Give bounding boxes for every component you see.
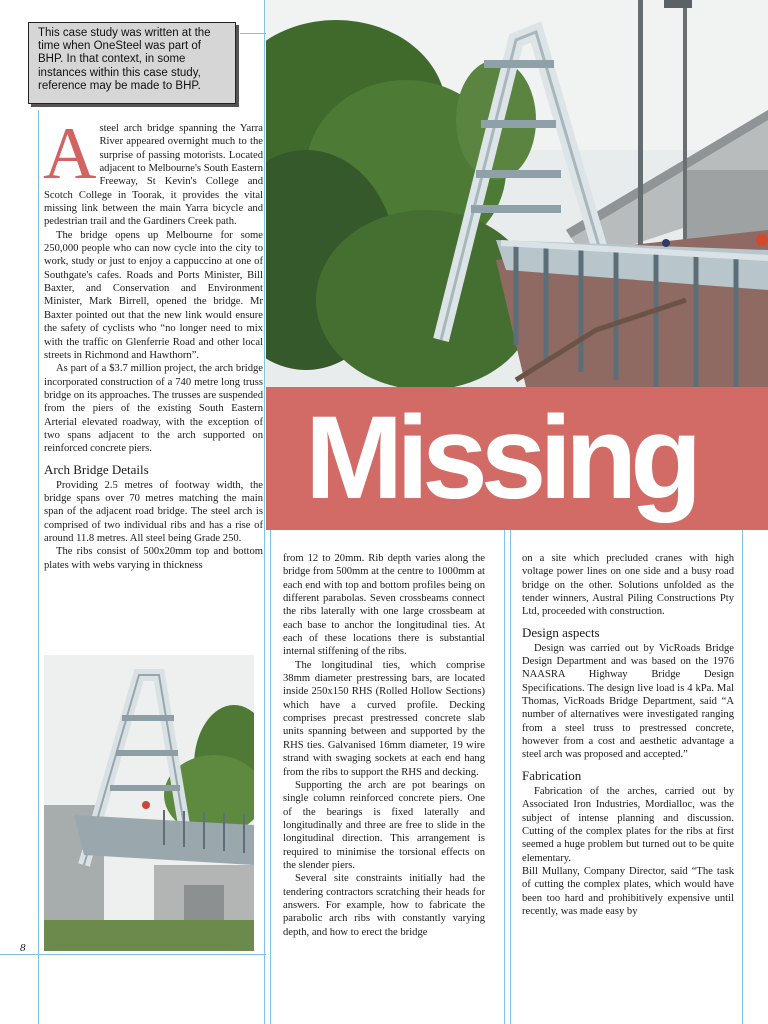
- notice-box: [28, 22, 236, 104]
- column-rule: [510, 530, 511, 1024]
- paragraph: As part of a $3.7 million project, the arch bridge incorporated construction of a 740 metre long truss bridge on its approaches. The trusses are suspended from the piers of the existing South Eastern Arterial elevated roadway, with the exception of two spans adjacent to the arch supported on reinforced concrete piers.: [44, 363, 263, 455]
- column-rule: [742, 530, 743, 1024]
- section-heading: Arch Bridge Details: [44, 461, 149, 477]
- paragraph: The bridge opens up Melbourne for some 250,000 people who can now cycle into the city to work, study or just to enjoy a cappuccino at one of Southgate's cafes. Roads and Ports Minister, Bill Baxter, and Conservation and Environment Minister, Mark Birrell, opened the bridge. Mr Baxter pointed out that the new link would ensure the safety of cyclists who “no longer need to mix with the traffic on Glenferrie Road and other local streets in Richmond and Hawthorn”.: [44, 229, 263, 361]
- column-rule: [264, 0, 265, 1024]
- column-rule: [270, 530, 271, 1024]
- arch-underside-photo: [44, 655, 254, 951]
- main-bridge-photo: [266, 0, 768, 387]
- paragraph: The longitudinal ties, which comprise 38mm diameter prestressing bars, are located inside 250x150 RHS (Rolled Hollow Sections) which have a curved profile. Decking comprises precast prestressed concrete slab units spanning between and supported by the RHS ties. Galvanised 16mm diameter, 19 wire strand with swaging sockets at each end hang from the ribs to support the RHS and decking.: [283, 659, 485, 778]
- page-number: 8: [20, 942, 26, 954]
- paragraph: Fabrication of the arches, carried out by Associated Iron Industries, Mordialloc, was the subject of intense planning and discussion. Cutting of the complex plates for the ribs at first seemed a huge problem but turned out to be quite elementary.: [522, 785, 734, 864]
- notice-text: This case study was written at the time when OneSteel was part of BHP. In that context, in some instances within this case study, reference may be made to BHP.: [38, 27, 211, 92]
- article-column-2: [283, 552, 485, 939]
- section-heading: Design aspects: [522, 624, 600, 640]
- column-rule: [504, 530, 505, 1024]
- paragraph: The ribs consist of 500x20mm top and bottom plates with webs varying in thickness: [44, 546, 263, 571]
- drop-cap: A: [43, 113, 97, 195]
- paragraph: Design was carried out by VicRoads Bridge Design Department and was based on the 1976 NAASRA Highway Bridge Design Specifications. The design live load is 4 kPa. Mal Thomas, VicRoads Bridge Department, said “A number of alternatives were investigated ranging from a steel truss to prestressed concrete, however from a cost and aesthetic advantage a steel arch was proposed and accepted.”: [522, 642, 734, 761]
- article-column-1: [43, 113, 263, 572]
- article-column-3: [522, 552, 734, 918]
- paragraph: Providing 2.5 metres of footway width, the bridge spans over 70 metres matching the main span of the adjacent road bridge. The steel arch is comprised of two individual ribs and has a rise of around 11.8 metres. All steel being Grade 250.: [44, 479, 263, 544]
- section-heading: Fabrication: [522, 767, 582, 783]
- column-rule: [240, 33, 266, 34]
- banner-title: Missing: [305, 392, 696, 524]
- column-rule: [0, 954, 266, 955]
- paragraph: Bill Mullany, Company Director, said “The task of cutting the complex plates, which would have been too hard and prohibitively expensive until recently, was made easy by: [522, 865, 734, 917]
- paragraph: from 12 to 20mm. Rib depth varies along the bridge from 500mm at the centre to 1000mm at each end with top and bottom profiles being on different parabolas. Seven crossbeams connect the ribs laterally with one large crossbeam at each base to anchor the longitudinal ties. At each of these locations there is substantial internal stiffening of the ribs.: [283, 553, 485, 658]
- paragraph: on a site which precluded cranes with high voltage power lines on one side and a busy road bridge on the other. Solutions unfolded as the tender winners, Austral Piling Constructions Pty Ltd, proceeded with construction.: [522, 553, 734, 618]
- column-rule: [38, 110, 39, 1024]
- paragraph: Supporting the arch are pot bearings on single column reinforced concrete piers. One of the bearings is fixed laterally and longitudinally and three are free to slide in the longitudinal direction. This arrangement is required to minimise the torsional effects on the slender piers.: [283, 779, 485, 871]
- paragraph: Several site constraints initially had the tendering contractors scratching their heads for answers. For example, how to fabricate the parabolic arch ribs with constantly varying depth, and how to erect the bridge: [283, 873, 485, 938]
- paragraph: steel arch bridge spanning the Yarra River appeared overnight much to the surprise of passing motorists. Located adjacent to Melbourne's South Eastern Freeway, St Kevin's College and Scotch College in Toorak, it provides the vital missing link between the main Yarra bicycle and pedestrian trail and the Gardiners Creek path.: [44, 123, 263, 228]
